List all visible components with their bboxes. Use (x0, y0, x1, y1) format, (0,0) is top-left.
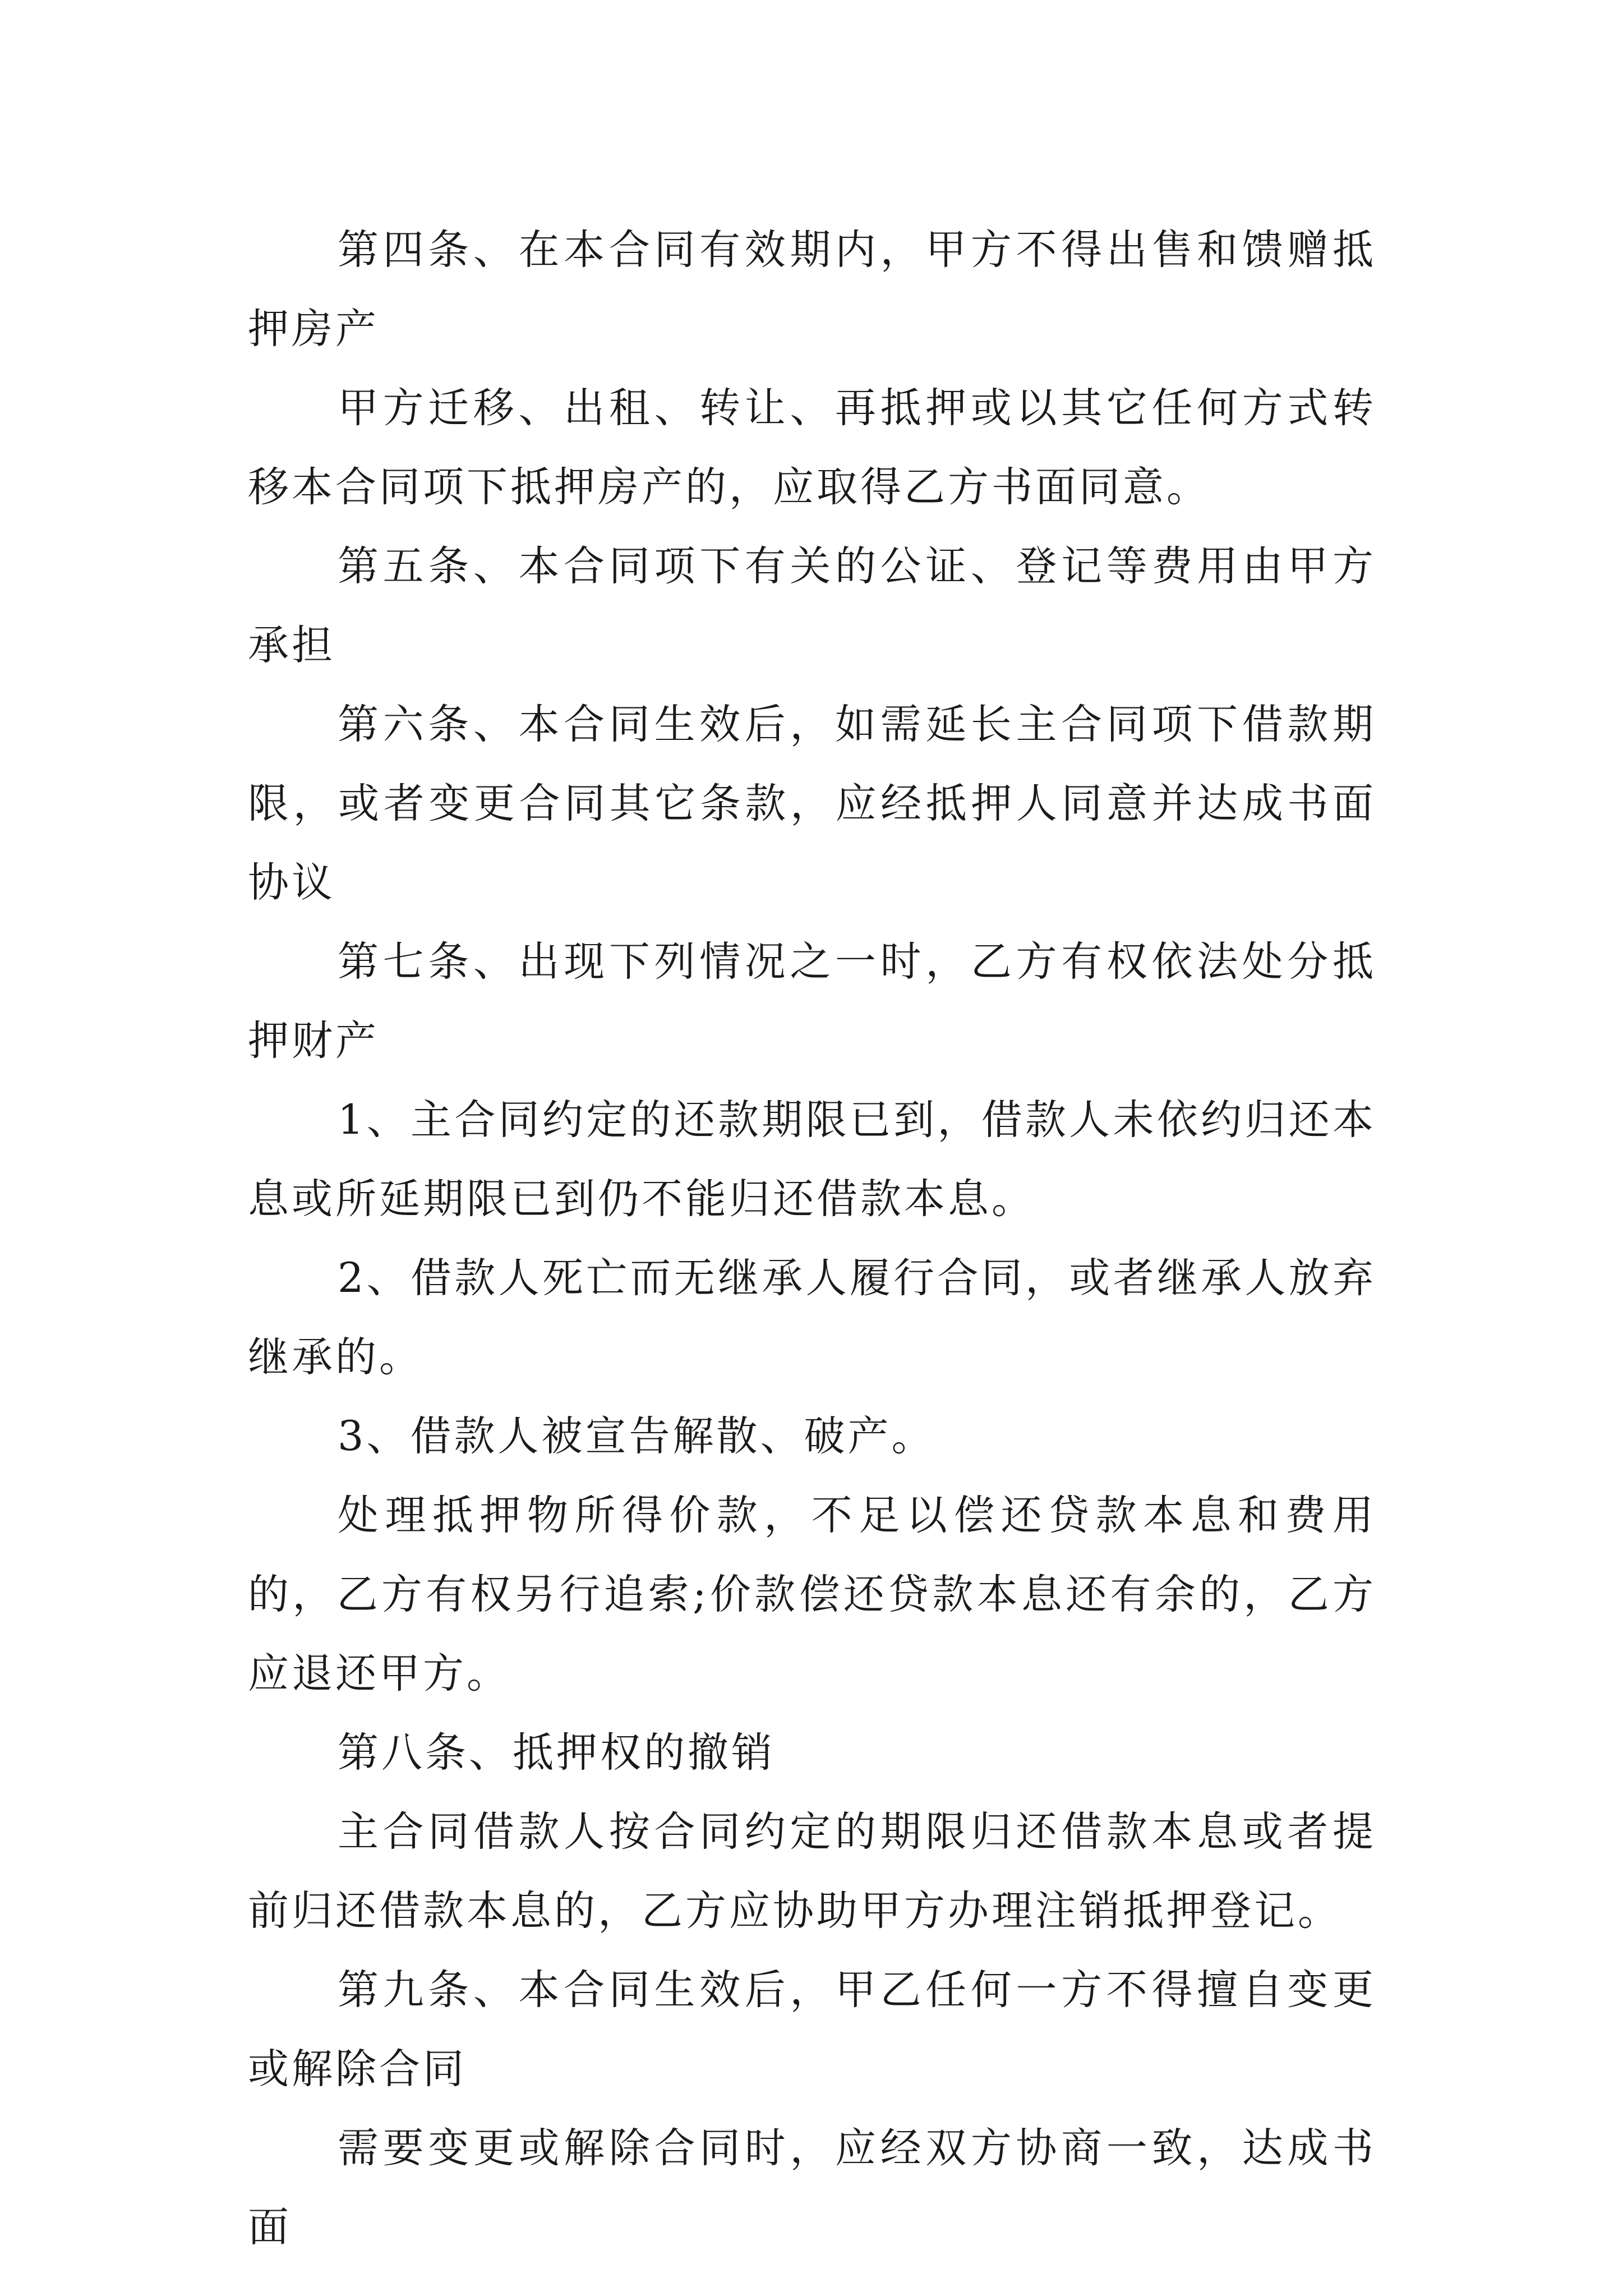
clause-7-paragraph: 第七条、出现下列情况之一时，乙方有权依法处分抵押财产 (248, 938, 1376, 1065)
clause-4-paragraph: 第四条、在本合同有效期内，甲方不得出售和馈赠抵押房产 (248, 226, 1376, 353)
document-body (248, 210, 1376, 2267)
clause-7-item-3: 3、借款人被宣告解散、破产。 (338, 1412, 935, 1460)
clause-4-detail-paragraph: 甲方迁移、出租、转让、再抵押或以其它任何方式转移本合同项下抵押房产的，应取得乙方书面同意。 (248, 384, 1376, 511)
clause-6-paragraph: 第六条、本合同生效后，如需延长主合同项下借款期限，或者变更合同其它条款，应经抵押人同意并达成书面协议 (248, 701, 1376, 907)
clause-7-proceeds-paragraph: 处理抵押物所得价款，不足以偿还贷款本息和费用的，乙方有权另行追索;价款偿还贷款本息还有余的，乙方应退还甲方。 (248, 1492, 1376, 1697)
clause-9-paragraph: 第九条、本合同生效后，甲乙任何一方不得擅自变更或解除合同 (248, 1966, 1376, 2093)
clause-5-paragraph: 第五条、本合同项下有关的公证、登记等费用由甲方承担 (248, 542, 1376, 669)
clause-8-paragraph: 第八条、抵押权的撤销 (338, 1729, 775, 1777)
clause-9-detail-paragraph: 需要变更或解除合同时，应经双方协商一致，达成书面 (248, 2124, 1376, 2251)
clause-7-item-1: 1、主合同约定的还款期限已到，借款人未依约归还本息或所延期限已到仍不能归还借款本息。 (248, 1096, 1376, 1223)
clause-7-item-2: 2、借款人死亡而无继承人履行合同，或者继承人放弃继承的。 (248, 1254, 1376, 1381)
clause-8-detail-paragraph: 主合同借款人按合同约定的期限归还借款本息或者提前归还借款本息的，乙方应协助甲方办理注销抵押登记。 (248, 1808, 1376, 1935)
